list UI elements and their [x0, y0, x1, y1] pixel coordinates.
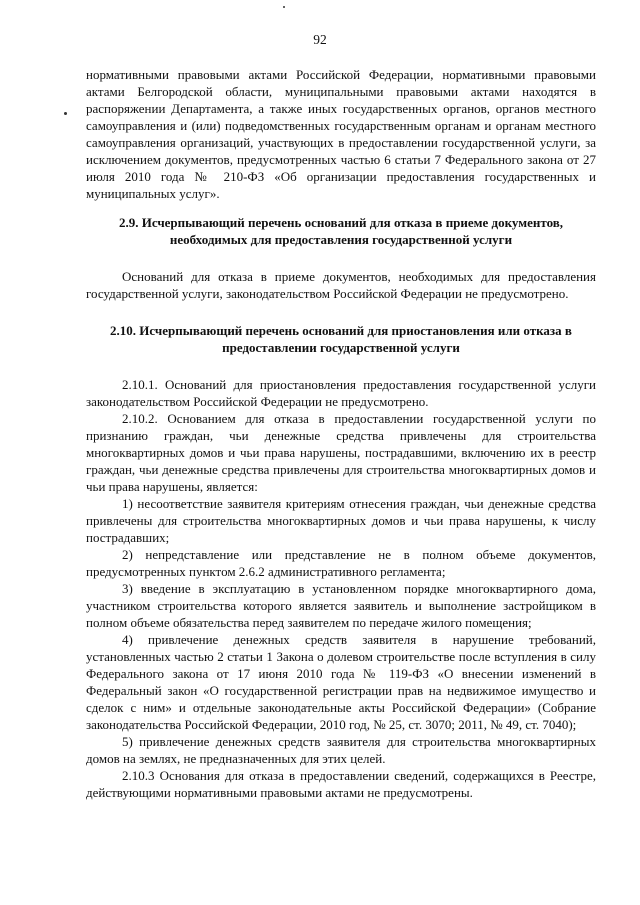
section-2-9-paragraph: Оснований для отказа в приеме документов, необходимых для предоставления государственной услуги, законодательством Российской Федерации не предусмотрено.: [86, 269, 596, 301]
list-item-5: 5) привлечение денежных средств заявителя для строительства многоквартирных домов на землях, не предназначенных для этих целей.: [86, 734, 596, 766]
paragraph-2-10-3: 2.10.3 Основания для отказа в предоставлении сведений, содержащихся в Реестре, действующими нормативными правовыми актами не предусмотрены.: [86, 768, 596, 800]
list-item-1: 1) несоответствие заявителя критериям отнесения граждан, чьи денежные средства привлечены для строительства многоквартирных домов и чьи права нарушены, к числу пострадавших;: [86, 496, 596, 545]
section-2-10-body: [86, 376, 596, 801]
list-item-2: 2) непредставление или представление не в полном объеме документов, предусмотренных пунктом 2.6.2 административного регламента;: [86, 547, 596, 579]
list-item-3: 3) введение в эксплуатацию в установленном порядке многоквартирного дома, участником строительства которого является заявитель и выполнение застройщиком в полном объеме обязательства перед заявителем по передаче жилого помещения;: [86, 581, 596, 630]
scan-speck: [283, 6, 285, 8]
list-item-4: 4) привлечение денежных средств заявителя в нарушение требований, установленных частью 2 статьи 1 Закона о долевом строительстве после вступления в силу Федерального закона от 17 июня 2010 года № 119-ФЗ «О внесении изменений в Федеральный закон «О государственной регистрации прав на недвижимое имущество и сделок с ним» и отдельные законодательные акты Российской Федерации» (Собрание законодательства Российской Федерации, 2010 год, № 25, ст. 3070; 2011, № 49, ст. 7040);: [86, 632, 596, 732]
section-2-10-heading: 2.10. Исчерпывающий перечень оснований для приостановления или отказа в предоставлении государственной услуги: [110, 323, 572, 355]
paragraph-2-10-1: 2.10.1. Оснований для приостановления предоставления государственной услуги законодательством Российской Федерации не предусмотрено.: [86, 377, 596, 409]
continued-paragraph: нормативными правовыми актами Российской Федерации, нормативными правовыми актами Белгородской области, муниципальными правовыми актами находятся в распоряжении Департамента, а также иных государственных органов, органов местного самоуправления и (или) подведомственных государственным органам и органам местного самоуправления организаций, участвующих в предоставлении государственной услуги, за исключением документов, предусмотренных частью 6 статьи 7 Федерального закона от 27 июля 2010 года № 210-ФЗ «Об организации предоставления государственных и муниципальных услуг».: [86, 67, 596, 201]
section-2-9-heading: 2.9. Исчерпывающий перечень оснований для отказа в приеме документов, необходимых для предоставления государственной услуги: [118, 215, 564, 247]
paragraph-2-10-2: 2.10.2. Основанием для отказа в предоставлении государственной услуги по признанию граждан, чьи денежные средства привлечены для строительства многоквартирных домов и чьи права нарушены, пострадавшими, включению их в реестр граждан, чьи денежные средства привлечены для строительства многоквартирных домов и чьи права нарушены, является:: [86, 411, 596, 494]
margin-dot: [64, 112, 67, 115]
page-number: 92: [313, 32, 327, 47]
